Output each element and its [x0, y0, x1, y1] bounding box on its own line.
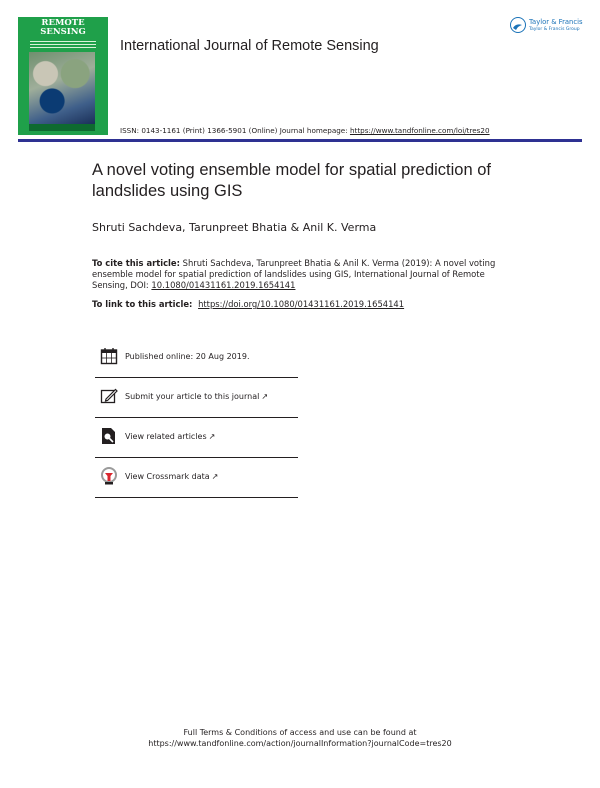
- article-link-line: [92, 299, 404, 309]
- cover-satellite-image: [29, 52, 95, 124]
- publisher-logo-subtext: Taylor & Francis Group: [529, 27, 580, 32]
- external-link-icon: ↗: [261, 392, 269, 401]
- external-link-icon: ↗: [211, 472, 219, 481]
- crossmark-icon: [100, 467, 118, 485]
- crossmark-label: View Crossmark data: [125, 472, 210, 481]
- publisher-logo-text: Taylor & Francis: [529, 18, 583, 26]
- cover-title: REMOTE SENSING: [40, 18, 86, 37]
- article-actions: [95, 338, 298, 498]
- published-online-label: Published online: 20 Aug 2019.: [125, 352, 250, 361]
- related-articles-item[interactable]: [95, 418, 298, 458]
- cover-subtitle-lines: [30, 39, 96, 51]
- related-articles-label: View related articles: [125, 432, 207, 441]
- footer: [100, 727, 500, 749]
- publisher-logo-icon: [510, 17, 526, 33]
- footer-terms-text: Full Terms & Conditions of access and use can be found at: [183, 728, 417, 737]
- article-authors: Shruti Sachdeva, Tarunpreet Bhatia & Anil K. Verma: [92, 221, 377, 234]
- submit-article-label: Submit your article to this journal: [125, 392, 260, 401]
- footer-terms-link[interactable]: https://www.tandfonline.com/action/journalInformation?journalCode=tres20: [148, 739, 452, 748]
- search-document-icon: [100, 427, 118, 445]
- cover-band: [29, 124, 95, 131]
- published-online-item: [95, 338, 298, 378]
- journal-cover[interactable]: [18, 17, 108, 135]
- citation-block: [92, 258, 512, 291]
- calendar-icon: [100, 347, 118, 365]
- journal-name[interactable]: International Journal of Remote Sensing: [120, 38, 379, 54]
- submit-article-item[interactable]: [95, 378, 298, 418]
- article-title: A novel voting ensemble model for spatial prediction of landslides using GIS: [92, 161, 491, 200]
- edit-icon: [100, 387, 118, 405]
- cite-doi-link[interactable]: 10.1080/01431161.2019.1654141: [151, 280, 296, 290]
- article-doi-link[interactable]: https://doi.org/10.1080/01431161.2019.1654141: [198, 299, 405, 309]
- journal-homepage-link[interactable]: https://www.tandfonline.com/loi/tres20: [349, 126, 490, 135]
- cite-label: To cite this article:: [92, 258, 180, 268]
- header-divider: [18, 139, 582, 142]
- link-label: To link to this article:: [92, 299, 193, 309]
- publisher-logo[interactable]: [510, 16, 584, 36]
- crossmark-item[interactable]: [95, 458, 298, 498]
- external-link-icon: ↗: [208, 432, 216, 441]
- issn-line: ISSN: 0143-1161 (Print) 1366-5901 (Online) Journal homepage: https://www.tandfonline.com/loi/tres20: [120, 126, 490, 135]
- cite-text: Shruti Sachdeva, Tarunpreet Bhatia & Anil K. Verma (2019): A novel voting ensemble model for spatial prediction of landslides using GIS, International Journal of Remote Sensing, DOI:: [92, 258, 496, 290]
